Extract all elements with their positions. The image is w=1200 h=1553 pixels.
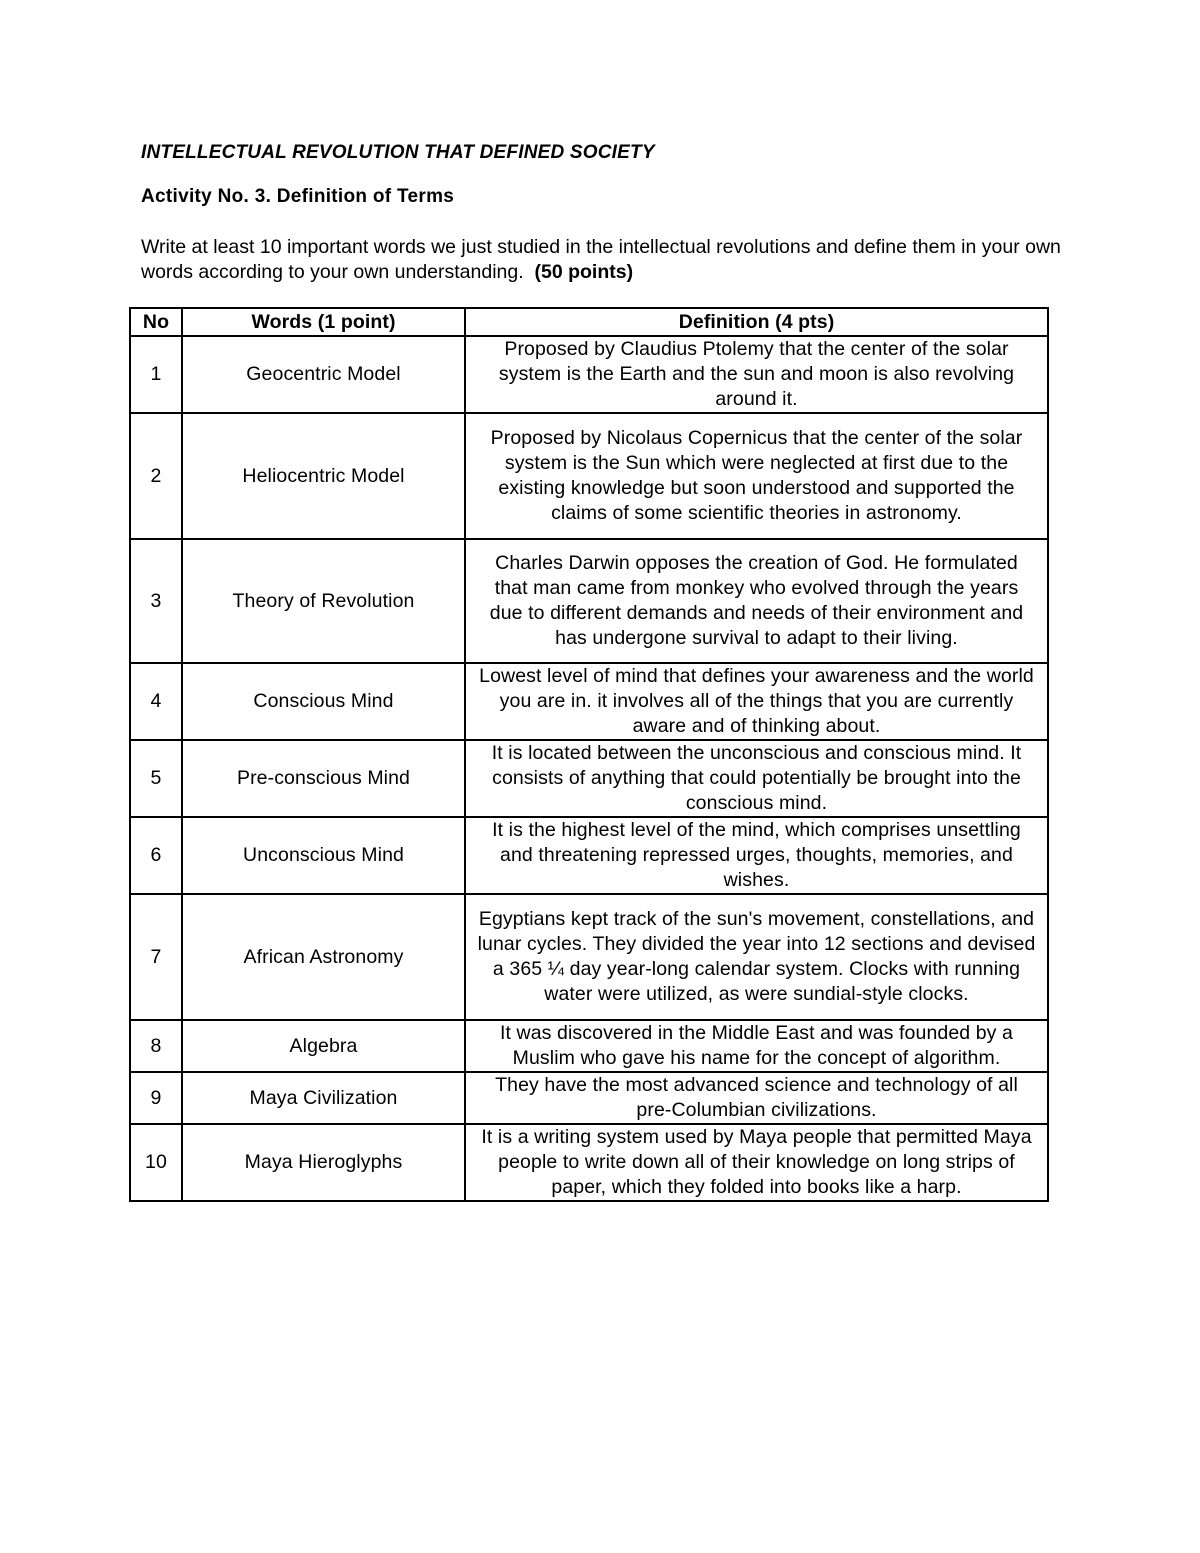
table-row [130, 817, 1048, 894]
header-no: No [130, 308, 182, 336]
row-definition: It was discovered in the Middle East and was founded by a Muslim who gave his name for the concept of algorithm. [465, 1020, 1048, 1072]
row-word: Pre-conscious Mind [182, 740, 465, 817]
table-row [130, 413, 1048, 539]
header-words: Words (1 point) [182, 308, 465, 336]
row-definition: It is located between the unconscious and conscious mind. It consists of anything that could potentially be brought into the conscious mind. [465, 740, 1048, 817]
row-word: Algebra [182, 1020, 465, 1072]
row-number: 9 [130, 1072, 182, 1124]
row-definition: Proposed by Claudius Ptolemy that the center of the solar system is the Earth and the sun and moon is also revolving around it. [465, 336, 1048, 413]
table-row [130, 1124, 1048, 1201]
document-title: INTELLECTUAL REVOLUTION THAT DEFINED SOCIETY [141, 142, 655, 163]
table-row [130, 663, 1048, 740]
instructions-text: Write at least 10 important words we just studied in the intellectual revolutions and define them in your own words according to your own understanding. [141, 236, 1061, 283]
row-word: Theory of Revolution [182, 539, 465, 663]
row-number: 6 [130, 817, 182, 894]
table-row [130, 740, 1048, 817]
row-number: 10 [130, 1124, 182, 1201]
row-definition: Proposed by Nicolaus Copernicus that the center of the solar system is the Sun which were neglected at first due to the existing knowledge but soon understood and supported the claims of some scientific theories in astronomy. [465, 413, 1048, 539]
table-header-row [130, 308, 1048, 336]
row-number: 2 [130, 413, 182, 539]
row-number: 7 [130, 894, 182, 1020]
table-row [130, 1072, 1048, 1124]
row-number: 4 [130, 663, 182, 740]
header-definition: Definition (4 pts) [465, 308, 1048, 336]
terms-table [129, 307, 1049, 1202]
row-definition: It is the highest level of the mind, which comprises unsettling and threatening repressed urges, thoughts, memories, and wishes. [465, 817, 1048, 894]
row-number: 3 [130, 539, 182, 663]
row-word: Maya Civilization [182, 1072, 465, 1124]
instructions-paragraph [141, 235, 1071, 285]
row-definition: Egyptians kept track of the sun's movement, constellations, and lunar cycles. They divided the year into 12 sections and devised a 365 ¼ day year-long calendar system. Clocks with running water were utilized, as were sundial-style clocks. [465, 894, 1048, 1020]
row-number: 8 [130, 1020, 182, 1072]
row-definition: Charles Darwin opposes the creation of God. He formulated that man came from monkey who evolved through the years due to different demands and needs of their environment and has undergone survival to adapt to their living. [465, 539, 1048, 663]
row-number: 5 [130, 740, 182, 817]
row-word: Geocentric Model [182, 336, 465, 413]
row-number: 1 [130, 336, 182, 413]
table-row [130, 539, 1048, 663]
activity-heading: Activity No. 3. Definition of Terms [141, 186, 455, 207]
row-definition: They have the most advanced science and technology of all pre-Columbian civilizations. [465, 1072, 1048, 1124]
table-row [130, 1020, 1048, 1072]
row-word: Heliocentric Model [182, 413, 465, 539]
row-definition: Lowest level of mind that defines your awareness and the world you are in. it involves all of the things that you are currently aware and of thinking about. [465, 663, 1048, 740]
row-definition: It is a writing system used by Maya people that permitted Maya people to write down all of their knowledge on long strips of paper, which they folded into books like a harp. [465, 1124, 1048, 1201]
points-label: (50 points) [534, 261, 634, 283]
row-word: Unconscious Mind [182, 817, 465, 894]
row-word: Conscious Mind [182, 663, 465, 740]
table-row [130, 336, 1048, 413]
row-word: Maya Hieroglyphs [182, 1124, 465, 1201]
table-row [130, 894, 1048, 1020]
row-word: African Astronomy [182, 894, 465, 1020]
